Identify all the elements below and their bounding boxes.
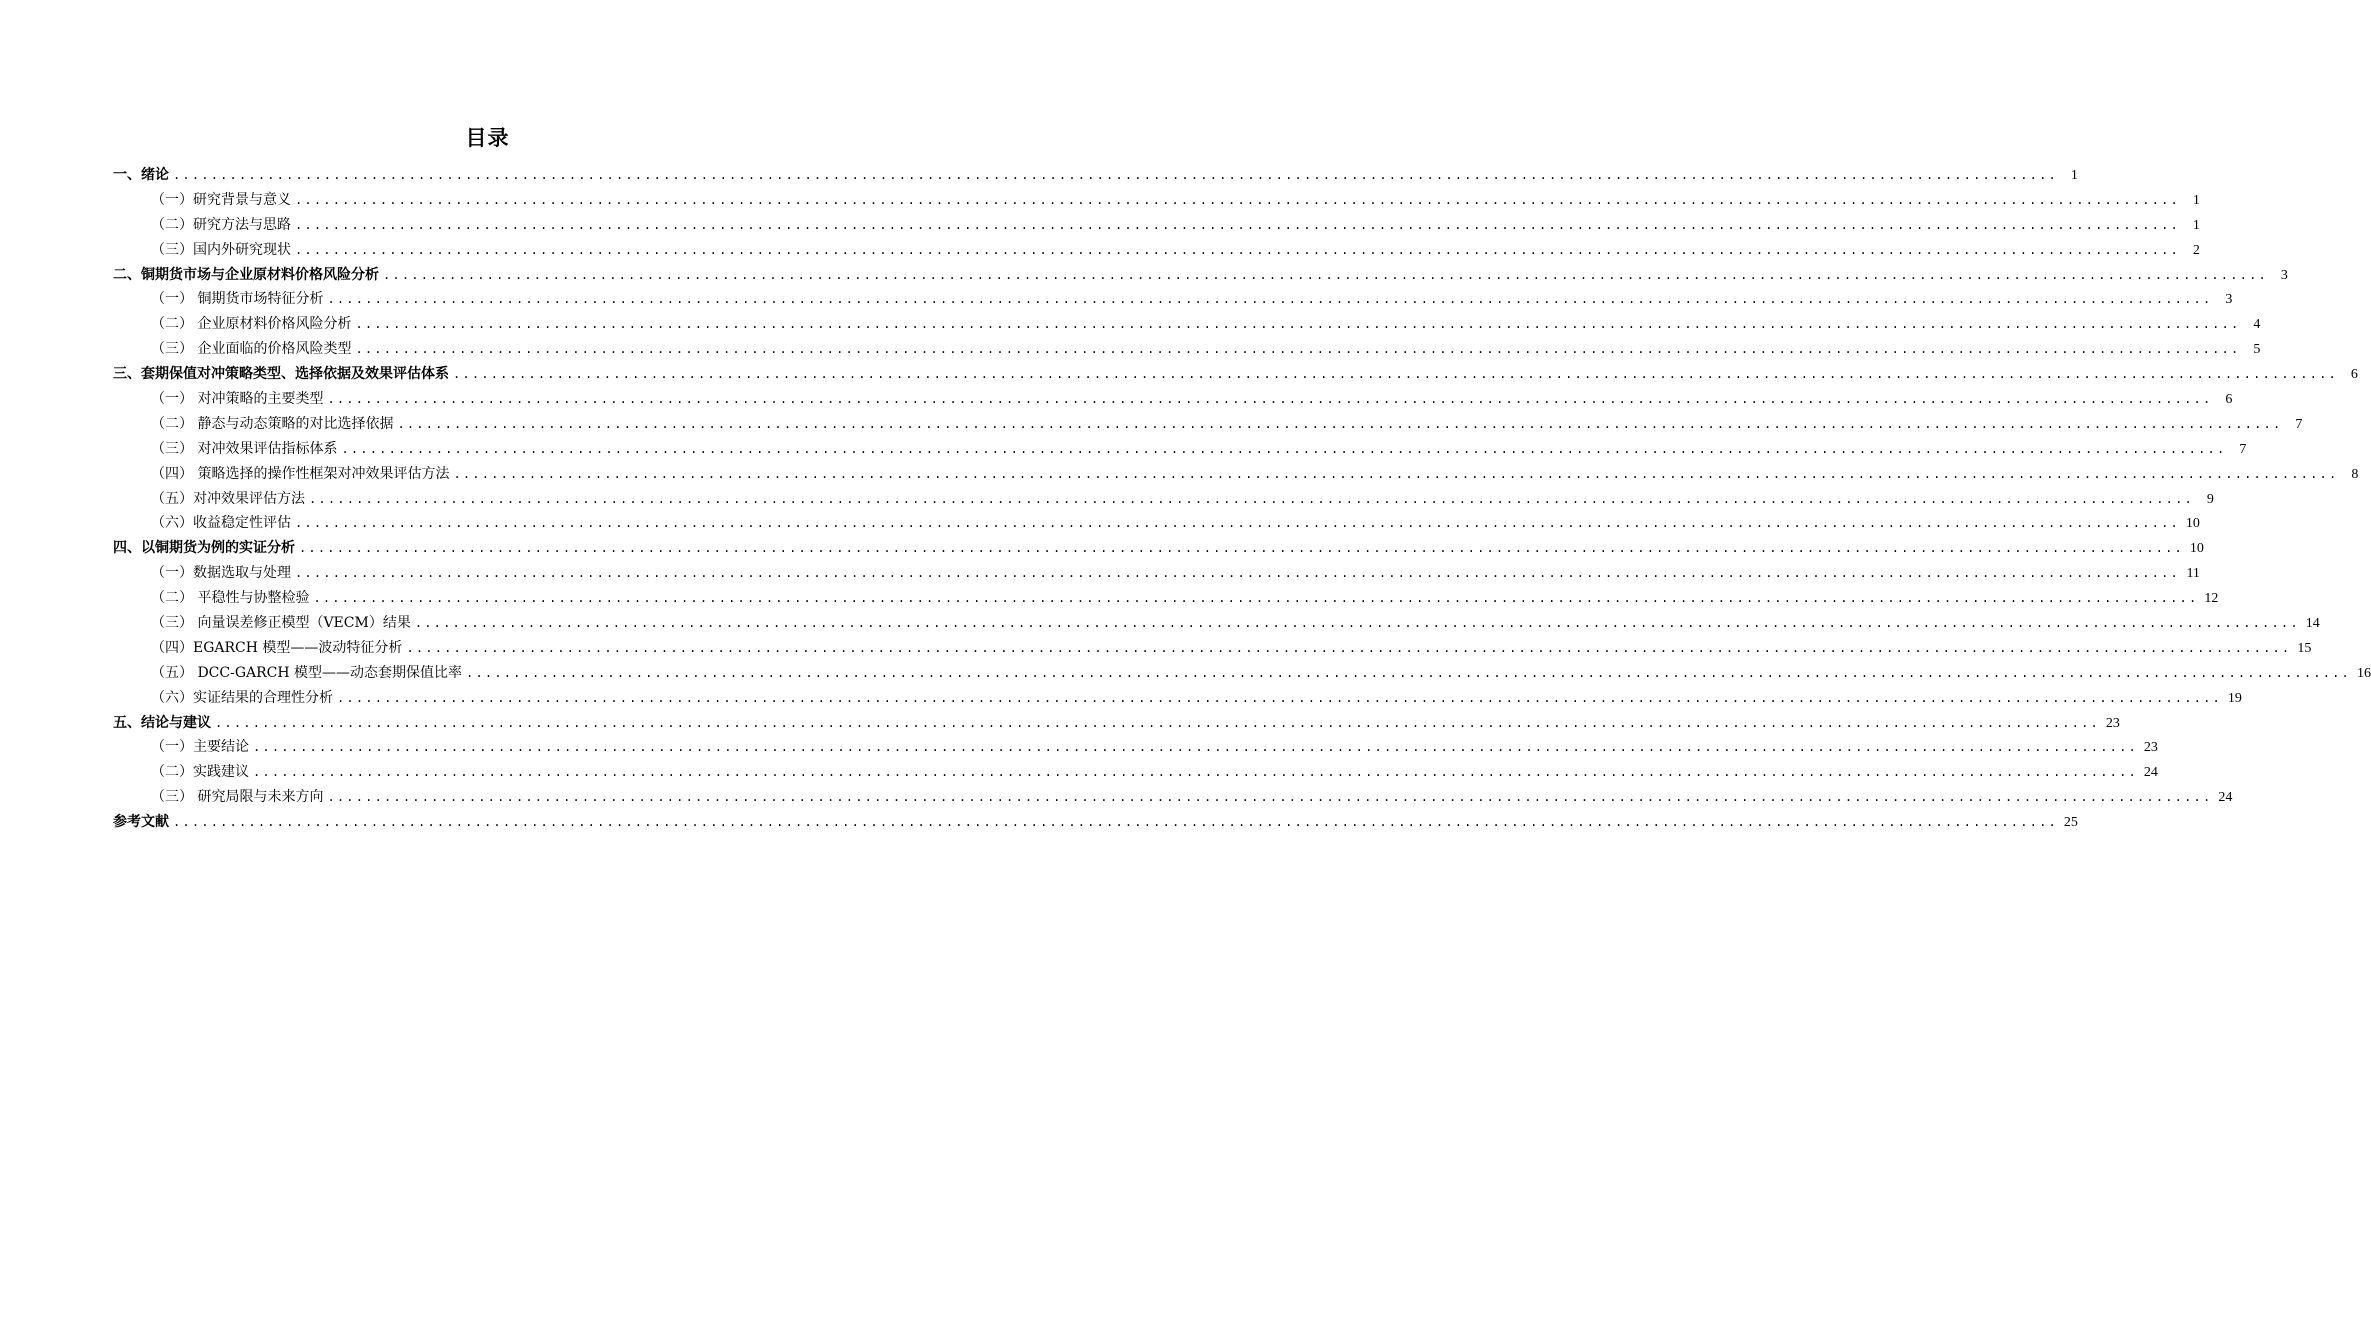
dot-leader: ........................................................................................................................................................................................................ — [355, 342, 2241, 357]
toc-entry-label: （二）实践建议 — [151, 764, 249, 781]
toc-page-number: 11 — [2186, 566, 2200, 582]
dot-leader: ........................................................................................................................................................................................................ — [406, 640, 2292, 655]
dot-leader: ........................................................................................................................................................................................................ — [383, 267, 2268, 282]
toc-entry-label: （三） 研究局限与未来方向 — [151, 789, 324, 806]
toc-entry-label: （二）研究方法与思路 — [151, 216, 291, 233]
dot-leader: ........................................................................................................................................................................................................ — [295, 516, 2180, 531]
toc-entry-label: （四）EGARCH 模型——波动特征分析 — [151, 639, 403, 656]
toc-section-entry[interactable] — [113, 188, 2200, 213]
toc-page-number: 16 — [2356, 665, 2371, 681]
toc-page-number: 1 — [2070, 168, 2078, 183]
toc-section-entry[interactable] — [113, 287, 2233, 312]
dot-leader: ........................................................................................................................................................................................................ — [327, 292, 2213, 307]
toc-entry-label: （三） 企业面临的价格风险类型 — [151, 341, 352, 358]
toc-page-number: 4 — [2253, 317, 2261, 333]
toc-page-number: 7 — [2295, 416, 2303, 432]
toc-page-number: 2 — [2192, 242, 2200, 258]
toc-entry-label: 参考文献 — [113, 814, 169, 831]
toc-page-number: 25 — [2063, 815, 2078, 831]
page-title: 目录 — [465, 126, 510, 150]
toc-entry-label: 三、套期保值对冲策略类型、选择依据及效果评估体系 — [113, 366, 449, 383]
dot-leader: ........................................................................................................................................................................................................ — [453, 466, 2339, 481]
toc-chapter-entry[interactable] — [113, 163, 2078, 188]
dot-leader: ........................................................................................................................................................................................................ — [337, 690, 2222, 705]
toc-entry-label: （六）实证结果的合理性分析 — [151, 689, 333, 706]
dot-leader: ........................................................................................................................................................................................................ — [295, 192, 2180, 207]
toc-entry-label: 二、铜期货市场与企业原材料价格风险分析 — [113, 266, 379, 283]
toc-page-number: 6 — [2350, 367, 2358, 383]
toc-chapter-entry[interactable] — [113, 362, 2358, 387]
toc-page-number: 6 — [2225, 392, 2233, 408]
dot-leader: ........................................................................................................................................................................................................ — [173, 168, 2058, 182]
toc-page-number: 3 — [2225, 292, 2233, 308]
toc-page-number: 5 — [2253, 342, 2261, 358]
toc-entry-label: （一） 铜期货市场特征分析 — [151, 291, 324, 308]
dot-leader: ........................................................................................................................................................................................................ — [215, 715, 2100, 730]
toc-page-number: 24 — [2218, 790, 2233, 806]
toc-page-number: 23 — [2143, 740, 2158, 756]
table-of-contents — [113, 163, 2371, 835]
toc-section-entry[interactable] — [113, 487, 2214, 512]
toc-page-number: 1 — [2192, 217, 2200, 233]
toc-page-number: 8 — [2351, 466, 2359, 482]
toc-section-entry[interactable] — [113, 760, 2158, 785]
toc-page-number: 15 — [2297, 640, 2312, 656]
dot-leader: ........................................................................................................................................................................................................ — [295, 217, 2180, 232]
toc-section-entry[interactable] — [113, 586, 2219, 611]
toc-section-entry[interactable] — [113, 437, 2247, 462]
toc-chapter-entry[interactable] — [113, 536, 2204, 561]
toc-page-number: 3 — [2280, 267, 2288, 283]
toc-section-entry[interactable] — [113, 686, 2242, 711]
toc-page-number: 14 — [2305, 616, 2320, 632]
toc-page-number: 12 — [2204, 591, 2219, 607]
toc-section-entry[interactable] — [113, 636, 2312, 661]
dot-leader: ........................................................................................................................................................................................................ — [397, 416, 2283, 431]
toc-page-number: 7 — [2239, 441, 2247, 457]
toc-entry-label: 一、绪论 — [113, 167, 169, 183]
toc-chapter-entry[interactable] — [113, 711, 2120, 736]
toc-entry-label: 四、以铜期货为例的实证分析 — [113, 540, 295, 557]
toc-section-entry[interactable] — [113, 312, 2261, 337]
dot-leader: ........................................................................................................................................................................................................ — [327, 790, 2213, 805]
toc-entry-label: （六）收益稳定性评估 — [151, 515, 291, 532]
dot-leader: ........................................................................................................................................................................................................ — [253, 765, 2138, 780]
dot-leader: ........................................................................................................................................................................................................ — [414, 616, 2300, 631]
toc-section-entry[interactable] — [113, 462, 2359, 487]
toc-entry-label: （二） 企业原材料价格风险分析 — [151, 316, 352, 333]
toc-entry-label: （二） 静态与动态策略的对比选择依据 — [151, 415, 394, 432]
toc-entry-label: （一）主要结论 — [151, 739, 249, 756]
dot-leader: ........................................................................................................................................................................................................ — [299, 541, 2184, 556]
toc-section-entry[interactable] — [113, 735, 2158, 760]
toc-section-entry[interactable] — [113, 412, 2303, 437]
dot-leader: ........................................................................................................................................................................................................ — [253, 740, 2138, 755]
dot-leader: ........................................................................................................................................................................................................ — [309, 491, 2194, 506]
toc-entry-label: （三） 向量误差修正模型（VECM）结果 — [151, 615, 411, 632]
toc-page-number: 10 — [2189, 541, 2204, 557]
toc-entry-label: （一） 对冲策略的主要类型 — [151, 391, 324, 408]
toc-entry-label: （四） 策略选择的操作性框架对冲效果评估方法 — [151, 465, 450, 482]
dot-leader: ........................................................................................................................................................................................................ — [313, 591, 2199, 606]
dot-leader: ........................................................................................................................................................................................................ — [173, 815, 2058, 830]
toc-chapter-entry[interactable] — [113, 810, 2078, 835]
toc-page-number: 1 — [2192, 192, 2200, 208]
toc-entry-label: （五） DCC-GARCH 模型——动态套期保值比率 — [151, 664, 463, 681]
toc-section-entry[interactable] — [113, 511, 2200, 536]
toc-section-entry[interactable] — [113, 785, 2233, 810]
toc-section-entry[interactable] — [113, 611, 2320, 636]
toc-entry-label: 五、结论与建议 — [113, 714, 211, 731]
toc-page-number: 19 — [2227, 690, 2242, 706]
toc-page-number: 10 — [2185, 516, 2200, 532]
toc-entry-label: （一）数据选取与处理 — [151, 565, 291, 582]
toc-page-number: 9 — [2206, 491, 2214, 507]
dot-leader: ........................................................................................................................................................................................................ — [341, 441, 2227, 456]
toc-section-entry[interactable] — [113, 213, 2200, 238]
toc-entry-label: （二） 平稳性与协整检验 — [151, 590, 310, 607]
toc-entry-label: （三）国内外研究现状 — [151, 241, 291, 258]
toc-entry-label: （五）对冲效果评估方法 — [151, 490, 305, 507]
dot-leader: ........................................................................................................................................................................................................ — [295, 242, 2180, 257]
toc-section-entry[interactable] — [113, 238, 2200, 263]
dot-leader: ........................................................................................................................................................................................................ — [453, 367, 2338, 382]
toc-section-entry[interactable] — [113, 561, 2200, 586]
toc-page-number: 24 — [2143, 765, 2158, 781]
toc-section-entry[interactable] — [113, 661, 2371, 686]
dot-leader: ........................................................................................................................................................................................................ — [466, 665, 2351, 680]
toc-chapter-entry[interactable] — [113, 263, 2288, 288]
dot-leader: ........................................................................................................................................................................................................ — [295, 566, 2180, 581]
dot-leader: ........................................................................................................................................................................................................ — [355, 317, 2241, 332]
toc-page-number: 23 — [2105, 715, 2120, 731]
toc-section-entry[interactable] — [113, 337, 2261, 362]
toc-entry-label: （一）研究背景与意义 — [151, 191, 291, 208]
dot-leader: ........................................................................................................................................................................................................ — [327, 392, 2213, 407]
toc-entry-label: （三） 对冲效果评估指标体系 — [151, 440, 338, 457]
toc-section-entry[interactable] — [113, 387, 2233, 412]
